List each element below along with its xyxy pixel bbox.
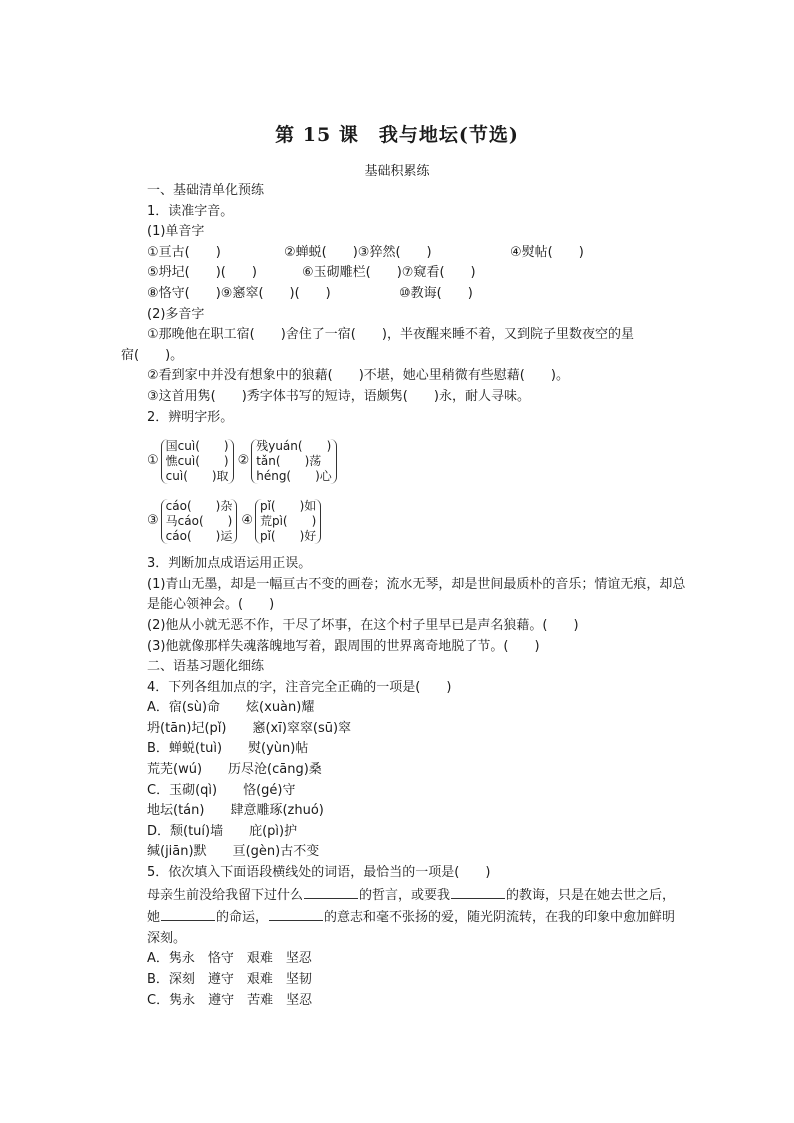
- paragraph: (1)青山无墨，却是一幅亘古不变的画卷；流水无琴，却是世间最质朴的音乐；情谊无痕，却总是能心领神会。( ): [147, 576, 686, 613]
- option-line: 坍(tān)圮(pǐ) 窸(xī)窣窣(sū)窣: [147, 720, 352, 736]
- item: ⑧恪守( )⑨窸窣( )( ): [147, 285, 331, 301]
- brace-line: pǐ( )如: [259, 498, 317, 513]
- brace-line: 国cuì( ): [165, 438, 229, 453]
- text-segment: 的命运，: [216, 910, 269, 926]
- page-title: 第 15 课 我与地坛(节选): [275, 124, 519, 146]
- option-letter: B．: [147, 972, 169, 987]
- option-line: 缄(jiān)默 亘(gèn)古不变: [147, 844, 320, 860]
- brace-line: 马cáo( ): [165, 513, 233, 528]
- option-line: 荒芜(wú) 历尽沧(cāng)桑: [147, 762, 322, 778]
- blank-line: [304, 884, 358, 899]
- option-line: 地坛(tán) 肆意雕琢(zhuó): [147, 803, 324, 819]
- brace-group: [161, 439, 234, 484]
- text-segment: 的哲言，或要我: [359, 887, 451, 903]
- option-words: 隽永 恪守 艰难 坚忍: [168, 951, 312, 967]
- item-number: ③: [147, 512, 159, 528]
- item: ⑤坍圮( )( ): [147, 265, 257, 281]
- pinyin-row: [121, 263, 687, 284]
- blank-line: [161, 906, 215, 921]
- brace-line: cáo( )运: [165, 528, 233, 543]
- item: ⑥玉砌雕栏( )⑦窥看( ): [302, 265, 476, 281]
- blank-line: [451, 884, 505, 899]
- option-words: 隽永 遵守 苦难 坚忍: [169, 992, 313, 1008]
- item: ①亘古( ): [147, 244, 221, 260]
- option-letter: C．: [147, 992, 170, 1008]
- document-body: [121, 181, 687, 1011]
- paragraph: ③这首用隽( )秀字体书写的短诗，语颇隽( )永，耐人寻味。: [147, 388, 530, 404]
- option-line: C．玉砌(qì) 恪(gé)守: [147, 782, 296, 798]
- question-4: 4．下列各组加点的字，注音完全正确的一项是( ): [147, 679, 452, 695]
- question-3: 3．判断加点成语运用正误。: [147, 556, 312, 572]
- page-subtitle: 基础积累练: [364, 164, 430, 179]
- option-line: A．宿(sù)命 炫(xuàn)耀: [147, 700, 315, 716]
- option-line: B．蝉蜕(tuì) 熨(yùn)帖: [147, 741, 309, 757]
- brace-group: [161, 499, 238, 544]
- paragraph: ①那晚他在职工宿( )舍住了一宿( )，半夜醒来睡不着，又到院子里数夜空的星: [147, 327, 634, 343]
- item: ⑩教诲( ): [399, 285, 473, 301]
- brace-line: héng( )心: [256, 468, 332, 483]
- item: ④熨帖( ): [510, 244, 584, 260]
- section-heading: 二、语基习题化细练: [147, 659, 265, 675]
- brace-line: cuì( )取: [165, 468, 229, 483]
- pinyin-row: [121, 243, 687, 264]
- brace-group: [255, 499, 321, 544]
- paragraph: ②看到家中并没有想象中的狼藉( )不堪，她心里稍微有些慰藉( )。: [147, 368, 569, 384]
- text-segment: 的意志和毫不张扬的爱，随光阴流转，在我的印象中愈加鲜明深刻。: [147, 910, 676, 946]
- brace-group: [251, 439, 337, 484]
- text-segment: 的教诲，只是在她去世之后，她: [147, 887, 676, 926]
- section-heading: 一、基础清单化预练: [147, 183, 265, 198]
- item-number: ②: [237, 452, 250, 468]
- answer-option-c: [121, 991, 687, 1012]
- char-group-row: [147, 434, 687, 488]
- subheading: (2)多音字: [147, 306, 205, 322]
- question-1: 1．读准字音。: [147, 203, 234, 219]
- fill-blank-paragraph: [121, 884, 687, 950]
- brace-line: pǐ( )好: [259, 528, 317, 543]
- answer-option-b: [121, 970, 687, 991]
- blank-line: [269, 906, 323, 921]
- item-number: ①: [147, 452, 159, 468]
- brace-line: tǎn( )荡: [256, 453, 322, 468]
- brace-line: 憔cuì( ): [165, 453, 229, 468]
- option-line: D．颓(tuí)墙 庇(pì)护: [147, 823, 298, 839]
- brace-line: cáo( )杂: [165, 498, 233, 513]
- subheading: (1)单音字: [147, 224, 205, 240]
- question-5: 5．依次填入下面语段横线处的词语，最恰当的一项是( ): [147, 865, 491, 881]
- brace-line: 残yuán( ): [256, 438, 332, 453]
- item-number: ④: [241, 512, 253, 528]
- option-words: 深刻 遵守 艰难 坚韧: [168, 972, 312, 987]
- pinyin-row: [121, 284, 687, 305]
- paragraph: 宿( )。: [121, 347, 184, 363]
- brace-line: 荒pì( ): [259, 513, 317, 528]
- question-2: 2．辨明字形。: [147, 409, 234, 425]
- paragraph: (3)他就像那样失魂落魄地写着，跟周围的世界离奇地脱了节。( ): [147, 638, 540, 654]
- text-segment: 母亲生前没给我留下过什么: [147, 887, 304, 903]
- item: ②蝉蜕( )③猝然( ): [284, 244, 432, 260]
- option-letter: A．: [147, 951, 169, 967]
- char-group-row: [147, 494, 687, 548]
- answer-option-a: [121, 949, 687, 970]
- paragraph: (2)他从小就无恶不作，干尽了坏事，在这个村子里早已是声名狼藉。( ): [147, 617, 579, 633]
